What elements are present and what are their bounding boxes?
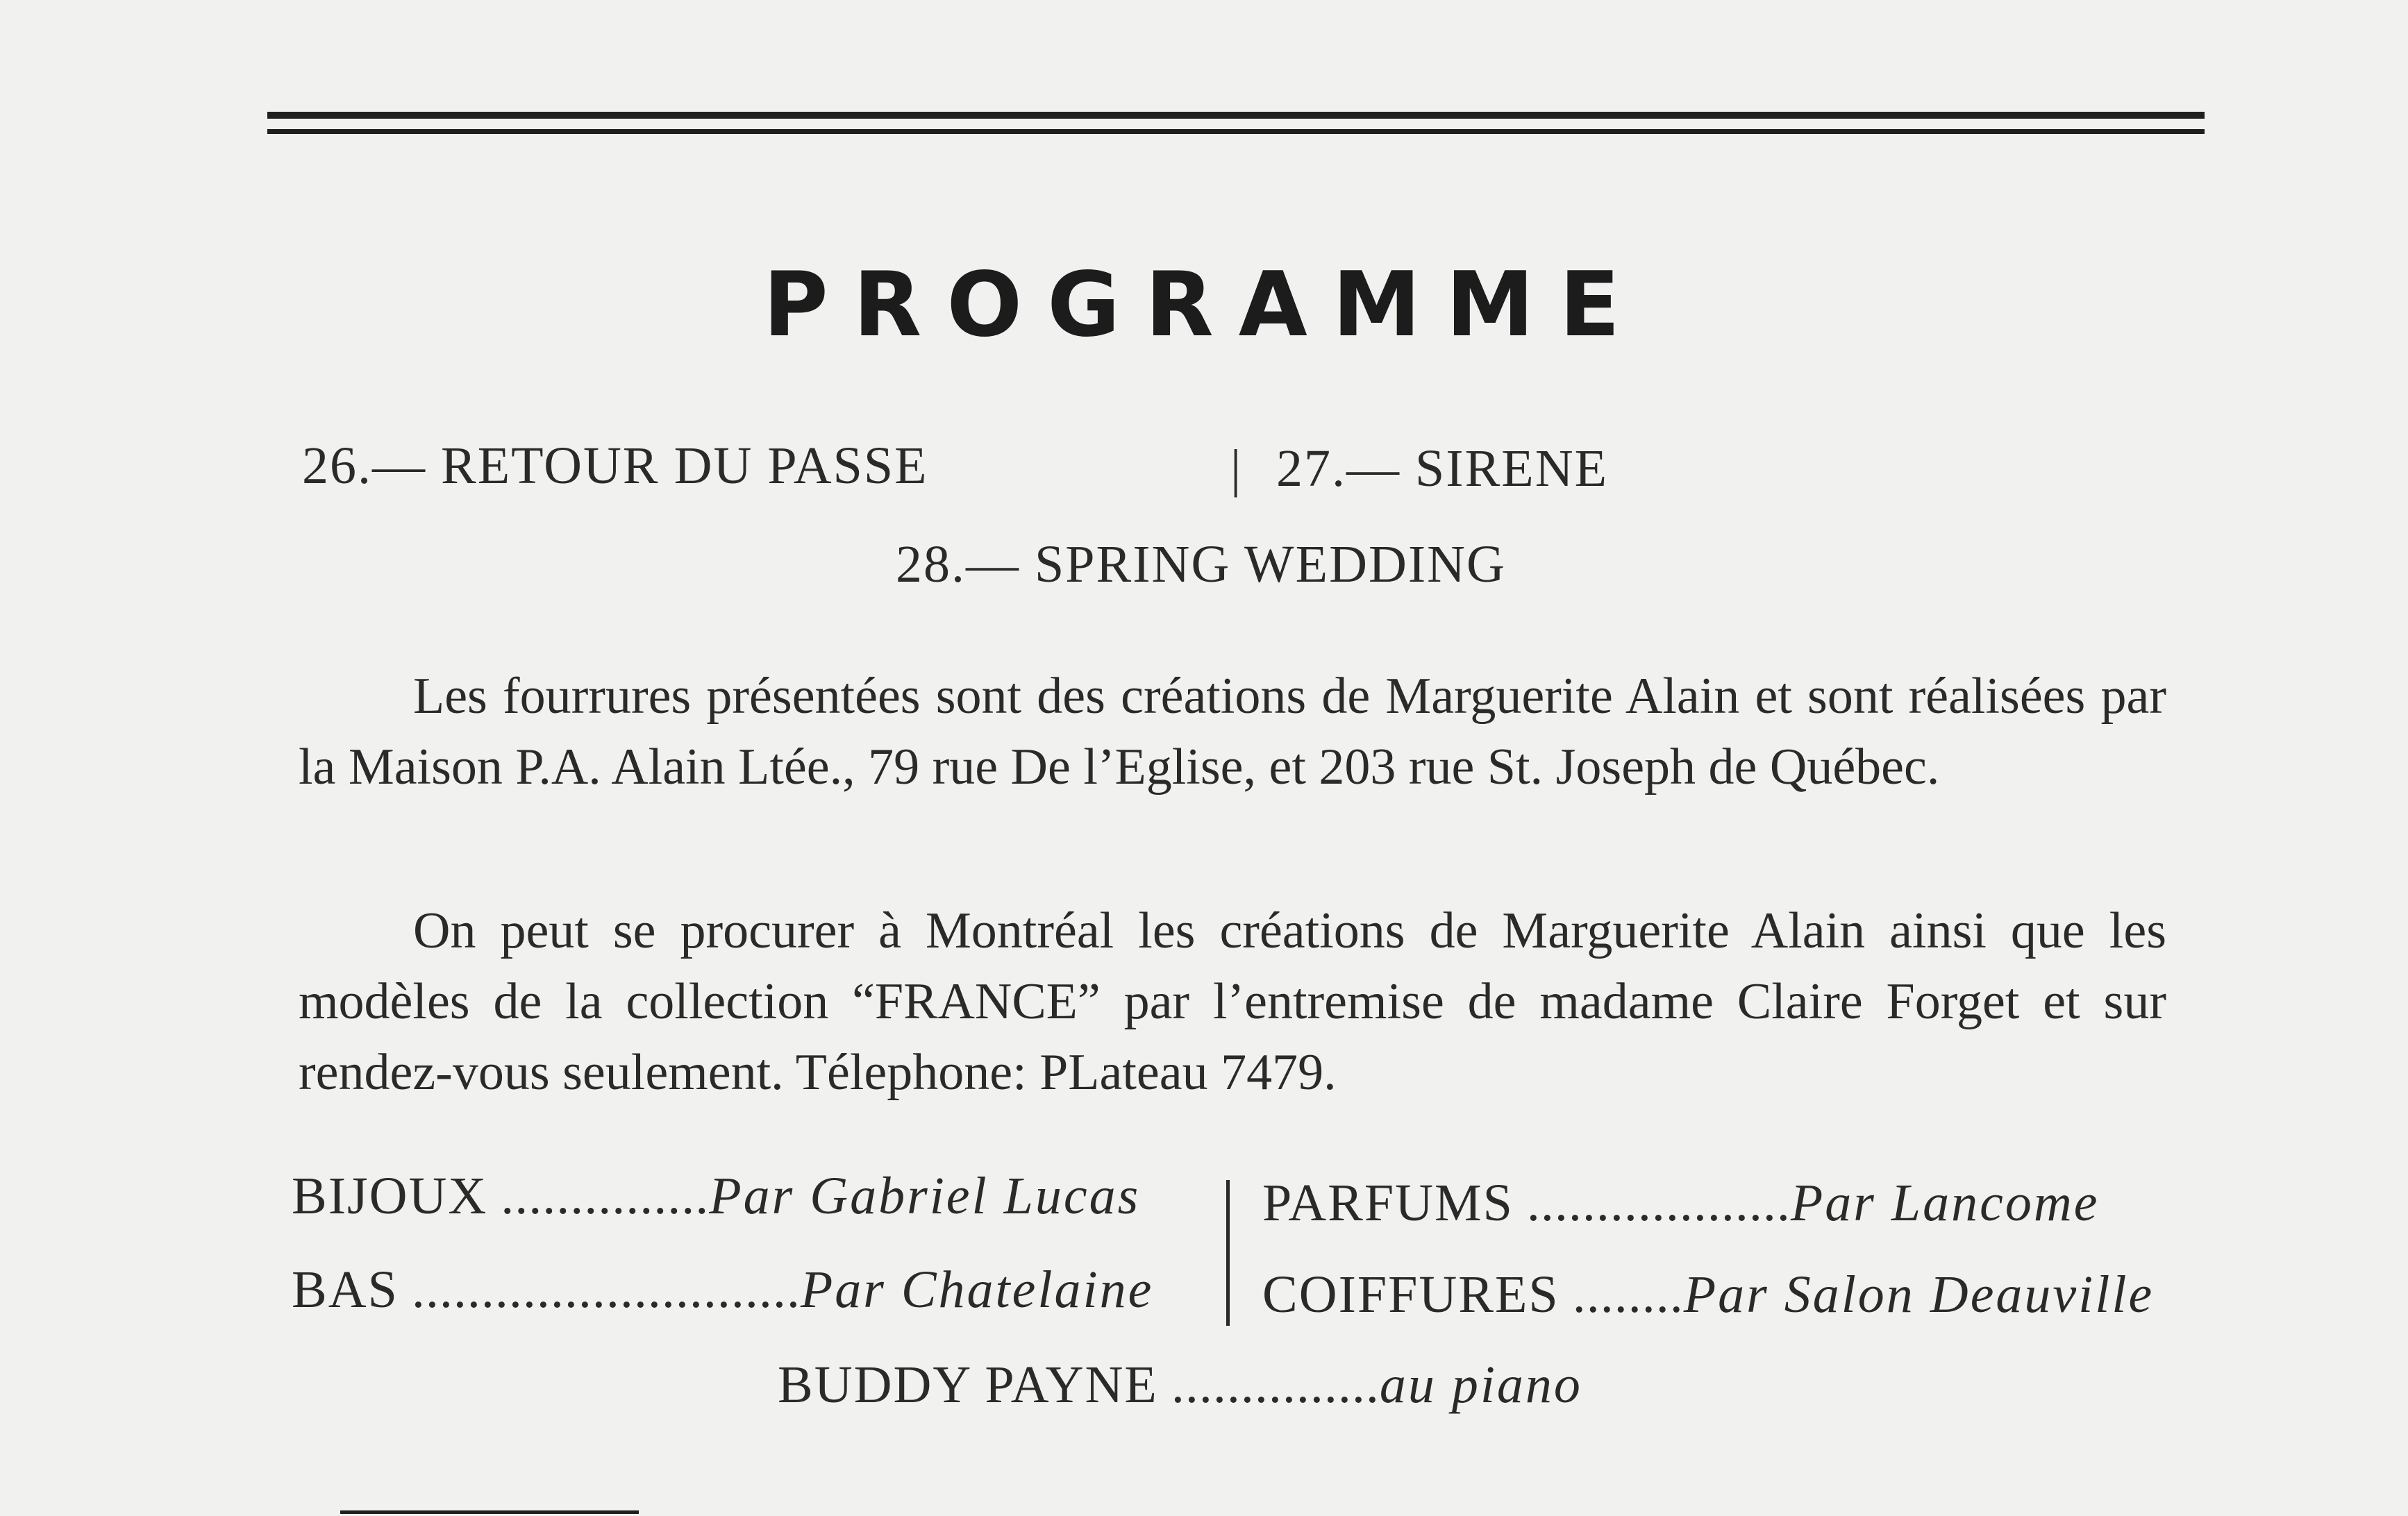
- column-separator: |: [1230, 439, 1243, 498]
- bottom-rule: [340, 1510, 639, 1514]
- credit-leader-dots: ...............: [501, 1167, 710, 1225]
- top-double-rule-upper: [267, 112, 2205, 119]
- credit-leader-dots: ...............: [1171, 1356, 1380, 1414]
- furs-paragraph: Les fourrures présentées sont des créations de Marguerite Alain et sont réalisées par la Maison P.A. Alain Ltée., 79 rue De l’Eglise, et 203 rue St. Joseph de Québec.: [299, 668, 2166, 795]
- program-item-27: 27.— SIRENE: [1276, 439, 1608, 498]
- credit-parfums: [1262, 1173, 2100, 1233]
- credit-leader-dots: ............................: [411, 1261, 801, 1319]
- credit-provider: Par Gabriel Lucas: [709, 1167, 1141, 1225]
- credits-divider: [1226, 1180, 1230, 1326]
- credit-label: BIJOUX: [292, 1167, 488, 1225]
- montreal-paragraph: On peut se procurer à Montréal les créations de Marguerite Alain ainsi que les modèles de la collection “FRANCE” par l’entremise de madame Claire Forget et sur rendez-vous seulement. Télephone: PLateau 7479.: [299, 902, 2166, 1101]
- credit-label: PARFUMS: [1262, 1174, 1514, 1232]
- credit-provider: Par Salon Deauville: [1683, 1265, 2155, 1324]
- credit-bijoux: [292, 1166, 1140, 1227]
- program-item-28: 28.— SPRING WEDDING: [896, 535, 1506, 593]
- credit-label: BUDDY PAYNE: [778, 1356, 1158, 1414]
- credit-buddy-payne: [778, 1355, 1582, 1415]
- credit-provider: au piano: [1379, 1356, 1582, 1414]
- credit-leader-dots: ...................: [1526, 1174, 1791, 1232]
- credit-bas: [292, 1260, 1153, 1320]
- credit-provider: Par Lancome: [1790, 1174, 2100, 1232]
- top-double-rule-lower: [267, 129, 2205, 134]
- credit-coiffures: [1262, 1265, 2154, 1325]
- credit-label: COIFFURES: [1262, 1265, 1560, 1324]
- page-title: PROGRAMME: [762, 253, 1646, 357]
- credit-label: BAS: [292, 1261, 399, 1319]
- program-item-26: 26.— RETOUR DU PASSE: [302, 437, 928, 495]
- credit-leader-dots: ........: [1572, 1265, 1684, 1324]
- credit-provider: Par Chatelaine: [800, 1261, 1154, 1319]
